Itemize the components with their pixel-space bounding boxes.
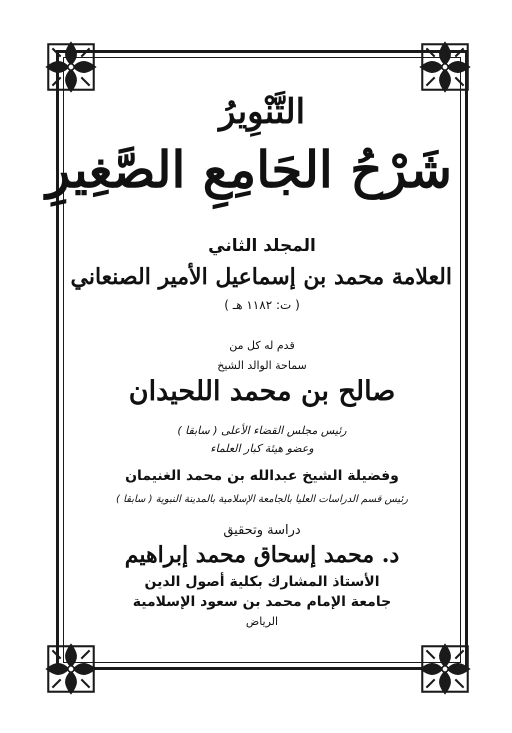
- main-title: شَرْحُ الجَامِعِ الصَّغِيرِ: [46, 140, 452, 199]
- editor-name: د. محمد إسحاق محمد إبراهيم: [124, 542, 400, 568]
- presenter-role: رئيس مجلس القضاء الأعلى ( سابقا ): [177, 424, 347, 437]
- university-name: جامعة الإمام محمد بن سعود الإسلامية: [132, 594, 392, 610]
- presenter-membership: وعضو هيئة كبار العلماء: [210, 442, 314, 455]
- author-death-date: ( ت: ١١٨٢ هـ ): [224, 298, 300, 312]
- presentation-intro: قدم له كل من: [229, 339, 295, 352]
- title-page-content: [46, 66, 452, 656]
- editor-role: الأستاذ المشارك بكلية أصول الدين: [144, 574, 380, 590]
- presenter-name: صالح بن محمد اللحيدان: [128, 376, 396, 407]
- author-name: العلامة محمد بن إسماعيل الأمير الصنعاني: [70, 264, 452, 290]
- series-title: التَّنْوِيرُ: [218, 92, 306, 132]
- city-name: الرياض: [245, 615, 279, 628]
- second-presenter-name: وفضيلة الشيخ عبدالله بن محمد الغنيمان: [125, 468, 399, 484]
- presenter-honorific: سماحة الوالد الشيخ: [217, 359, 307, 372]
- volume-label: المجلد الثاني: [208, 236, 316, 256]
- second-presenter-role: رئيس قسم الدراسات العليا بالجامعة الإسلامية بالمدينة النبوية ( سابقا ): [116, 494, 408, 505]
- study-label: دراسة وتحقيق: [223, 523, 301, 538]
